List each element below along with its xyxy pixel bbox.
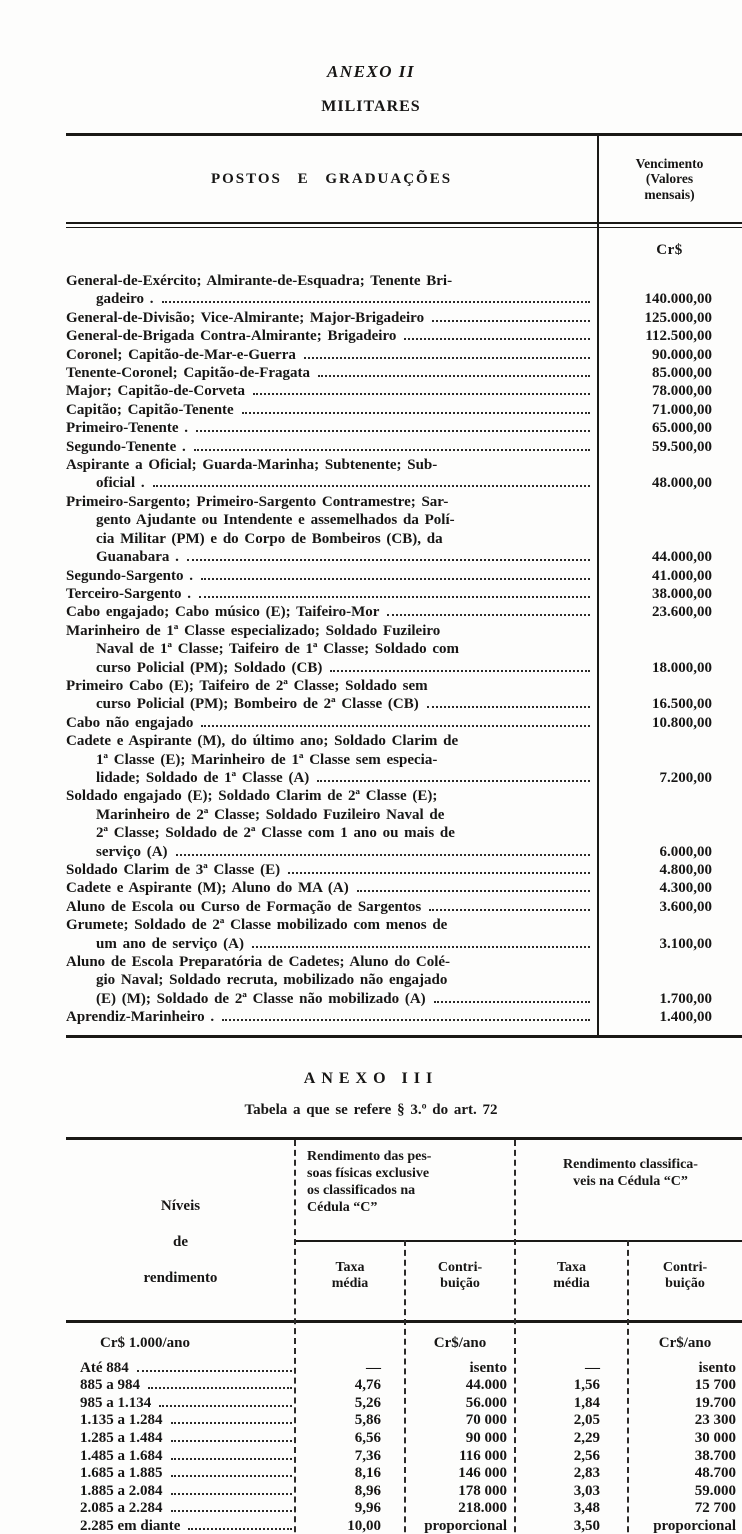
salary-value: 23.600,00 <box>652 604 712 621</box>
dot-leader <box>137 1370 292 1372</box>
rank-line-text: Cabo não engajado <box>66 714 194 731</box>
contribuicao-2-cell: isento <box>698 1359 736 1376</box>
dot-leader <box>317 780 590 782</box>
rank-label <box>66 898 597 916</box>
anexo2-rows <box>66 272 742 1035</box>
rank-last-line <box>66 714 593 732</box>
salary-value: 3.100,00 <box>659 935 712 952</box>
salary-value: 65.000,00 <box>652 420 712 437</box>
rank-row <box>66 732 742 787</box>
nivel-text: 985 a 1.134 <box>80 1394 152 1411</box>
rank-label <box>66 567 597 585</box>
rank-line-text: Terceiro-Sargento . <box>66 585 192 602</box>
dot-leader <box>201 725 590 727</box>
subheader-contribuicao-1 <box>405 1242 515 1320</box>
rank-row <box>66 787 742 861</box>
taxa-media-2-cell: 3,50 <box>573 1518 600 1534</box>
rank-line-text: Cabo engajado; Cabo músico (E); Taifeiro-Mor <box>66 604 380 621</box>
column-divider <box>627 1240 629 1534</box>
dot-leader <box>387 614 590 616</box>
rank-row <box>66 916 742 953</box>
anexo2-title: ANEXO II <box>326 62 416 81</box>
salary-value: 10.800,00 <box>652 714 712 731</box>
dot-leader <box>176 854 590 856</box>
vencimento-header-line: (Valores <box>645 171 694 187</box>
rank-row <box>66 714 742 732</box>
anexo3-table <box>66 1137 742 1534</box>
subheader-contribuicao-2 <box>628 1242 742 1320</box>
taxa-media-2-cell: 2,29 <box>573 1430 600 1447</box>
column-divider <box>294 1140 296 1534</box>
rank-line-text: General-de-Brigada Contra-Almirante; Brigadeiro <box>66 328 397 345</box>
nivel-text: 2.285 em diante <box>80 1518 181 1534</box>
dot-leader <box>171 1475 293 1477</box>
column-divider <box>597 133 599 1038</box>
rank-row <box>66 401 742 419</box>
rank-row <box>66 1008 742 1026</box>
salary-value: 48.000,00 <box>652 475 712 492</box>
dot-leader <box>187 559 590 561</box>
dot-leader <box>171 1422 293 1424</box>
rank-line-text: Cadete e Aspirante (M); Aluno do MA (A) <box>66 880 349 897</box>
taxa-media-2-cell: 1,56 <box>573 1377 600 1394</box>
anexo2-header-row <box>66 136 742 222</box>
rank-line-text: oficial . <box>96 475 145 492</box>
dot-leader <box>357 890 590 892</box>
group2-header-line: veis na Cédula “C” <box>573 1173 688 1189</box>
contribuicao-2-cell: 48.700 <box>694 1465 736 1482</box>
taxa-media-1-cell: 6,56 <box>354 1430 381 1447</box>
dot-leader <box>188 1528 292 1530</box>
rank-last-line <box>66 879 593 897</box>
rank-line-text: cia Militar (PM) e do Corpo de Bombeiros (CB), da <box>96 530 443 547</box>
rank-line-text: 2ª Classe; Soldado de 2ª Classe com 1 ano ou mais de <box>96 825 455 842</box>
dot-leader <box>162 301 590 303</box>
contribuicao-2-cell: 19.700 <box>694 1394 736 1411</box>
nivel-cell <box>66 1448 295 1466</box>
rank-line-text: Coronel; Capitão-de-Mar-e-Guerra <box>66 346 296 363</box>
salary-value: 90.000,00 <box>652 346 712 363</box>
rank-row <box>66 603 742 621</box>
rank-row <box>66 622 742 677</box>
subheader-taxa-media-2 <box>515 1242 628 1320</box>
subheader-line: Taxa <box>556 1259 587 1275</box>
contribuicao-1-cell: 116 000 <box>459 1447 507 1464</box>
dot-leader <box>171 1440 293 1442</box>
taxa-media-2-cell: 2,83 <box>573 1465 600 1482</box>
taxa-media-1-cell: — <box>366 1359 381 1376</box>
rank-label <box>66 438 597 456</box>
rank-last-line <box>66 659 593 677</box>
taxa-media-2-cell: 3,48 <box>573 1500 600 1517</box>
dot-leader <box>404 338 590 340</box>
rank-line-text: Major; Capitão-de-Corveta <box>66 383 246 400</box>
rank-line-text: Marinheiro de 1ª Classe especializado; Soldado Fuzileiro <box>66 622 441 639</box>
rank-last-line <box>66 290 593 308</box>
contribuicao-2-cell: 23 300 <box>694 1412 736 1429</box>
dot-leader <box>194 449 590 451</box>
rank-last-line <box>66 861 593 879</box>
rank-line-text: um ano de serviço (A) <box>96 935 244 952</box>
rank-line-text: lidade; Soldado de 1ª Classe (A) <box>96 769 310 786</box>
rank-row <box>66 898 742 916</box>
rank-line-text: General-de-Exército; Almirante-de-Esquadra; Tenente Bri- <box>66 273 453 289</box>
niveis-header <box>66 1140 295 1320</box>
rank-row <box>66 272 742 309</box>
salary-value: 140.000,00 <box>644 291 712 308</box>
rank-row <box>66 567 742 585</box>
rank-last-line <box>66 346 593 364</box>
nivel-cell <box>66 1360 295 1378</box>
vencimento-header-line: Vencimento <box>635 155 704 171</box>
nivel-text: 885 a 984 <box>80 1377 140 1394</box>
salary-value: 85.000,00 <box>652 365 712 382</box>
rank-line-text: (E) (M); Soldado de 2ª Classe não mobilizado (A) <box>96 990 426 1007</box>
rank-label <box>66 1008 597 1026</box>
contribuicao-1-cell: 44.000 <box>465 1377 507 1394</box>
nivel-cell <box>66 1465 295 1483</box>
rank-label <box>66 916 597 953</box>
dot-leader <box>196 430 590 432</box>
rank-line-text: Naval de 1ª Classe; Taifeiro de 1ª Classe; Soldado com <box>96 641 459 658</box>
postos-header: POSTOS E GRADUAÇÕES <box>210 170 453 187</box>
rank-label <box>66 272 597 309</box>
rank-last-line <box>66 935 593 953</box>
rank-line-text: gento Ajudante ou Intendente e assemelhados da Polí- <box>96 512 455 529</box>
contribuicao-1-cell: 56.000 <box>465 1394 507 1411</box>
rank-line-text: Primeiro Cabo (E); Taifeiro de 2ª Classe; Soldado sem <box>66 677 428 694</box>
niveis-header-line: Níveis <box>160 1197 201 1214</box>
rank-row <box>66 879 742 897</box>
contribuicao-2-cell: 30 000 <box>694 1430 736 1447</box>
rank-label <box>66 364 597 382</box>
rank-line-text: curso Policial (PM); Soldado (CB) <box>96 659 323 676</box>
dot-leader <box>429 909 590 911</box>
contribuicao-1-cell: 218.000 <box>458 1500 507 1517</box>
rank-line-text: Segundo-Sargento . <box>66 567 194 584</box>
rank-line-text: Primeiro-Tenente . <box>66 420 188 437</box>
rank-label <box>66 622 597 677</box>
nivel-cell <box>66 1430 295 1448</box>
salary-value: 41.000,00 <box>652 567 712 584</box>
rank-last-line <box>66 309 593 327</box>
rank-label <box>66 732 597 787</box>
group1-header-line: Cédula “C” <box>307 1199 378 1215</box>
rank-row <box>66 493 742 567</box>
rank-line-text: Segundo-Tenente . <box>66 438 186 455</box>
contribuicao-1-cell: proporcional <box>424 1518 507 1534</box>
rank-label <box>66 456 597 493</box>
nivel-text: 1.685 a 1.885 <box>80 1465 163 1482</box>
anexo3-title: ANEXO III <box>303 1069 439 1087</box>
anexo2-subtitle: MILITARES <box>321 98 421 115</box>
rank-line-text: Aluno de Escola ou Curso de Formação de Sargentos <box>66 898 422 915</box>
taxa-media-2-cell: 3,03 <box>573 1482 600 1499</box>
nivel-cell <box>66 1518 295 1534</box>
rank-label <box>66 603 597 621</box>
salary-value: 125.000,00 <box>644 309 712 326</box>
rank-last-line <box>66 898 593 916</box>
rank-label <box>66 879 597 897</box>
salary-value: 4.800,00 <box>659 862 712 878</box>
nivel-text: 1.285 a 1.484 <box>80 1430 163 1447</box>
unit-niveis: Cr$ 1.000/ano <box>100 1334 190 1351</box>
rank-last-line <box>66 769 593 787</box>
rank-line-text: serviço (A) <box>96 843 168 860</box>
rank-last-line <box>66 382 593 400</box>
rank-row <box>66 346 742 364</box>
rank-label <box>66 787 597 861</box>
nivel-cell <box>66 1412 295 1430</box>
dot-leader <box>159 1405 292 1407</box>
salary-value: 16.500,00 <box>652 696 712 713</box>
group2-header <box>515 1140 742 1240</box>
dot-leader <box>253 393 590 395</box>
subheader-line: Taxa <box>335 1259 365 1275</box>
rank-line-text: Capitão; Capitão-Tenente <box>66 401 234 418</box>
rank-last-line <box>66 438 593 456</box>
nivel-cell <box>66 1483 295 1501</box>
contribuicao-1-cell: 70 000 <box>465 1412 507 1429</box>
contribuicao-1-cell: 146 000 <box>458 1465 507 1482</box>
rank-line-text: Aluno de Escola Preparatória de Cadetes; Aluno do Colé- <box>66 954 451 971</box>
dot-leader <box>171 1458 293 1460</box>
rank-label <box>66 585 597 603</box>
subheader-line: buição <box>665 1275 705 1291</box>
niveis-header-line: de <box>173 1233 188 1250</box>
rank-row <box>66 438 742 456</box>
rank-row <box>66 309 742 327</box>
rank-last-line <box>66 695 593 713</box>
rank-last-line <box>66 401 593 419</box>
taxa-media-1-cell: 5,86 <box>354 1412 381 1429</box>
taxa-media-2-cell: 2,56 <box>573 1447 600 1464</box>
contribuicao-1-cell: 178 000 <box>458 1482 507 1499</box>
dot-leader <box>252 946 590 948</box>
rank-line-text: Guanabara . <box>96 549 179 566</box>
taxa-media-2-cell: — <box>585 1359 600 1376</box>
salary-value: 6.000,00 <box>659 843 712 860</box>
subheader-taxa-media-1 <box>295 1242 405 1320</box>
taxa-media-1-cell: 9,96 <box>354 1500 381 1517</box>
rank-last-line <box>66 603 593 621</box>
salary-value: 7.200,00 <box>659 769 712 786</box>
dot-leader <box>432 320 590 322</box>
rank-line-text: Grumete; Soldado de 2ª Classe mobilizado com menos de <box>66 917 448 934</box>
anexo2-table <box>66 133 742 1038</box>
taxa-media-1-cell: 4,76 <box>354 1377 381 1394</box>
group2-header-line: Rendimento classifica- <box>563 1156 698 1172</box>
salary-value: 18.000,00 <box>652 659 712 676</box>
rank-row <box>66 677 742 714</box>
dot-leader <box>222 1019 590 1021</box>
rank-line-text: gadeiro . <box>96 291 154 308</box>
rank-line-text: gio Naval; Soldado recruta, mobilizado não engajado <box>96 972 448 989</box>
rank-last-line <box>66 548 593 566</box>
taxa-media-2-cell: 2,05 <box>573 1412 600 1429</box>
taxa-media-1-cell: 7,36 <box>354 1447 381 1464</box>
dot-leader <box>427 706 590 708</box>
rank-row <box>66 382 742 400</box>
salary-value: 1.700,00 <box>659 990 712 1007</box>
rank-last-line <box>66 474 593 492</box>
contribuicao-1-cell: isento <box>469 1359 507 1376</box>
rank-line-text: Cadete e Aspirante (M), do último ano; Soldado Clarim de <box>66 733 459 750</box>
taxa-media-1-cell: 8,96 <box>354 1482 381 1499</box>
vencimento-header-line: mensais) <box>644 186 695 202</box>
salary-value: 71.000,00 <box>652 401 712 418</box>
subheader-line: buição <box>440 1275 480 1291</box>
contribuicao-2-cell: 38.700 <box>694 1447 736 1464</box>
contribuicao-2-cell: proporcional <box>653 1518 736 1534</box>
rank-row <box>66 861 742 879</box>
rank-line-text: Aspirante a Oficial; Guarda-Marinha; Subtenente; Sub- <box>66 457 438 474</box>
nivel-cell <box>66 1395 295 1413</box>
dot-leader <box>318 375 590 377</box>
rank-label <box>66 861 597 879</box>
rank-row <box>66 327 742 345</box>
dot-leader <box>153 485 590 487</box>
salary-value: 3.600,00 <box>659 898 712 915</box>
niveis-header-line: rendimento <box>143 1269 218 1286</box>
rank-label <box>66 346 597 364</box>
rank-label <box>66 327 597 345</box>
rank-line-text: Aprendiz-Marinheiro . <box>66 1009 215 1026</box>
group1-header-line: soas físicas exclusive <box>307 1165 430 1181</box>
vencimento-header <box>597 156 742 203</box>
taxa-media-1-cell: 8,16 <box>354 1465 381 1482</box>
salary-value: 44.000,00 <box>652 549 712 566</box>
rank-row <box>66 419 742 437</box>
rank-row <box>66 364 742 382</box>
subheader-line: média <box>331 1275 369 1291</box>
dot-leader <box>201 578 590 580</box>
group1-header-line: Rendimento das pes- <box>307 1148 432 1164</box>
rank-last-line <box>66 567 593 585</box>
dot-leader <box>148 1387 292 1389</box>
table-bottom-rule <box>66 1035 742 1038</box>
rank-line-text: General-de-Divisão; Vice-Almirante; Major-Brigadeiro <box>66 309 425 326</box>
group1-header <box>295 1140 515 1240</box>
rank-label <box>66 419 597 437</box>
subheader-line: média <box>553 1275 590 1291</box>
rank-last-line <box>66 327 593 345</box>
dot-leader <box>434 1001 590 1003</box>
rank-last-line <box>66 1008 593 1026</box>
rank-row <box>66 953 742 1008</box>
subheader-line: Contri- <box>662 1259 708 1275</box>
unit-contrib1: Cr$/ano <box>433 1334 487 1351</box>
rank-label <box>66 382 597 400</box>
rank-line-text: Soldado Clarim de 3ª Classe (E) <box>66 862 281 878</box>
nivel-cell <box>66 1500 295 1518</box>
rank-label <box>66 953 597 1008</box>
rank-last-line <box>66 419 593 437</box>
nivel-text: 1.885 a 2.084 <box>80 1482 163 1499</box>
contribuicao-2-cell: 15 700 <box>694 1377 736 1394</box>
rank-label <box>66 401 597 419</box>
nivel-text: 1.485 a 1.684 <box>80 1447 163 1464</box>
dot-leader <box>171 1510 293 1512</box>
contribuicao-2-cell: 72 700 <box>694 1500 736 1517</box>
nivel-text: Até 884 <box>80 1359 129 1376</box>
contribuicao-1-cell: 90 000 <box>465 1430 507 1447</box>
rank-label <box>66 677 597 714</box>
dot-leader <box>242 412 590 414</box>
rank-last-line <box>66 585 593 603</box>
anexo3-subtitle: Tabela a que se refere § 3.º do art. 72 <box>244 1101 498 1118</box>
salary-value: 38.000,00 <box>652 585 712 602</box>
column-divider <box>404 1240 406 1534</box>
rank-last-line <box>66 990 593 1008</box>
salary-value: 78.000,00 <box>652 383 712 400</box>
salary-value: 1.400,00 <box>659 1009 712 1026</box>
taxa-media-2-cell: 1,84 <box>573 1394 600 1411</box>
rank-label <box>66 493 597 567</box>
salary-value: 59.500,00 <box>652 438 712 455</box>
nivel-text: 1.135 a 1.284 <box>80 1412 163 1429</box>
dot-leader <box>304 357 590 359</box>
nivel-cell <box>66 1377 295 1395</box>
currency-row <box>66 228 742 272</box>
rank-line-text: Marinheiro de 2ª Classe; Soldado Fuzileiro Naval de <box>96 806 445 823</box>
rank-line-text: curso Policial (PM); Bombeiro de 2ª Classe (CB) <box>96 696 419 713</box>
dot-leader <box>288 872 590 874</box>
dot-leader <box>171 1493 293 1495</box>
rank-row <box>66 585 742 603</box>
salary-value: 4.300,00 <box>659 880 712 897</box>
currency-label: Cr$ <box>656 241 683 258</box>
rank-line-text: Soldado engajado (E); Soldado Clarim de 2ª Classe (E); <box>66 788 438 805</box>
column-divider <box>514 1140 516 1534</box>
taxa-media-1-cell: 5,26 <box>354 1394 381 1411</box>
rank-label <box>66 714 597 732</box>
rank-last-line <box>66 843 593 861</box>
rank-label <box>66 309 597 327</box>
rank-line-text: Primeiro-Sargento; Primeiro-Sargento Contramestre; Sar- <box>66 493 449 510</box>
contribuicao-2-cell: 59.000 <box>694 1482 736 1499</box>
unit-contrib2: Cr$/ano <box>658 1334 712 1351</box>
dot-leader <box>330 670 590 672</box>
rank-line-text: 1ª Classe (E); Marinheiro de 1ª Classe sem especia- <box>96 751 438 768</box>
rank-row <box>66 456 742 493</box>
dot-leader <box>199 596 590 598</box>
taxa-media-1-cell: 10,00 <box>347 1518 381 1534</box>
subheader-line: Contri- <box>437 1259 483 1275</box>
salary-value: 112.500,00 <box>645 328 712 345</box>
rank-last-line <box>66 364 593 382</box>
group1-header-line: os classificados na <box>307 1182 416 1198</box>
subcolumn-headers <box>295 1240 742 1320</box>
rank-line-text: Tenente-Coronel; Capitão-de-Fragata <box>66 365 311 382</box>
nivel-text: 2.085 a 2.284 <box>80 1500 163 1517</box>
